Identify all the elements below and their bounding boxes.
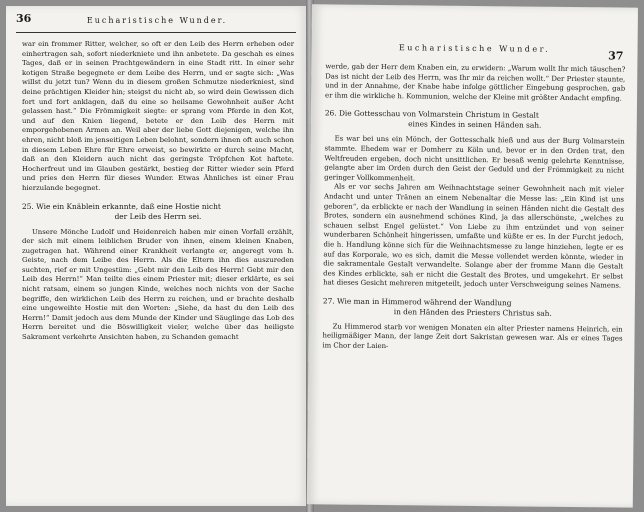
running-head: Eucharistische Wunder.	[398, 43, 551, 54]
section-title-line2: in den Händen des Priesters Christus sah.	[393, 307, 552, 318]
section-title-line1: Die Gottesschau von Volmarstein Christum in Gestalt	[338, 108, 539, 121]
left-page	[6, 6, 308, 506]
section-number: 26.	[324, 108, 337, 118]
running-head: Eucharistische Wunder.	[86, 16, 228, 25]
page-number: 36	[16, 12, 32, 25]
page-body	[22, 40, 294, 500]
section-number: 25.	[22, 201, 34, 211]
paragraph: Unsere Mönche Ludolf und Heidenreich haben mir einen Vorfall erzählt, der sich mit einem leiblichen Bruder von ihnen, einem kleinen Knaben, zugetragen hat. Während einer Krankheit verlangte er, angeregt vom h. Geiste, nach dem Leibe des Herrn. Als die Eltern ihn dies auszureden suchten, rief er mit Ungestüm: „Gebt mir den Leib des Herrn! Gebt mir den Leib des Herrn!“ Man teilte dies einem Priester mit; dieser erklärte, es sei nicht ratsam, einem so jungen Kinde, welches noch nichts von der Sache begriffe, den wirklichen Leib des Herrn zu reichen, und er brachte deshalb eine ungeweihte Hostie mit den Worten: „Siehe, da hast du den Leib des Herrn!“ Damit jedoch aus dem Munde der Kinder und Säuglinge das Lob des Herrn bereitet und die Böswilligkeit vieler, welche über das heiligste Sakrament verkehrte Ansichten haben, zu Schanden gemacht	[22, 227, 294, 342]
page-number: 37	[608, 49, 624, 63]
section-title-line1: Wie ein Knäblein erkannte, daß eine Hostie nicht	[36, 201, 221, 211]
section-number: 27.	[322, 296, 335, 306]
section-title-line1: Wie man in Himmerod während der Wandlung	[336, 296, 512, 308]
header-rule	[16, 32, 296, 33]
section-heading	[323, 296, 623, 319]
paragraph: Es war bei uns ein Mönch, der Gottesschalk hieß und aus der Burg Volmarstein stammte. Ehedem war er Domherr zu Köln und, bevor er in den Orden trat, den Weltfreuden ergeben, doch nicht unsittlichen. Er besaß wenig gelehrte Kenntnisse, gelangte aber im Orden durch den Geist der Geduld und der Frömmigkeit zu nicht geringer Vollkommenheit.	[324, 134, 625, 183]
paragraph: Zu Himmerod starb vor wenigen Monaten ein alter Priester namens Heinrich, ein heiligmäßiger Mann, der lange Zeit dort Sakristan gewesen war. Als er eines Tages im Chor der Laien-	[322, 322, 623, 351]
section-heading	[325, 109, 625, 132]
section-heading	[22, 202, 294, 222]
paragraph: werde, gab der Herr dem Knaben ein, zu erwidern: „Warum wollt Ihr mich täuschen? Das ist nicht der Leib des Herrn, was Ihr mir da reichen wollt.“ Der Priester staunte, und in der Annahme, der Knabe habe infolge göttlicher Eingebung gesprochen, gab er ihm die wirkliche h. Kommunion, welche der Kleine mit größter Andacht empfing.	[325, 62, 626, 103]
right-page	[307, 4, 638, 507]
page-body	[321, 62, 626, 501]
paragraph: war ein frommer Ritter, welcher, so oft er den Leib des Herrn erheben oder einhertragen sah, sofort niederkniete und ihn anbetete. Da geschah es eines Tages, daß er in seinen Prachtgewändern in eine Stadt ritt. In einer sehr kotigen Straße begegnete er dem Leibe des Herrn, und er sagte sich: „Was willst du jetzt tun? Wenn du in diesem großen Schmutze niederkniest, sind deine prächtigen Kleider hin; steigst du nicht ab, so wird dein Gewissen dich fort und fort anklagen, daß du eine so heilsame Gewohnheit außer Acht gelassen hast.“ Die Frömmigkeit siegte: er sprang vom Pferde in den Kot, und auf den Knien liegend, betete er den Leib des Herrn mit emporgehobenen Armen an. Weil aber der liebe Gott diejenigen, welche ihn ehren, nicht bloß im jenseitigen Leben belohnt, sondern ihnen oft auch schon in diesem Leben Ehre für Ehre erweist, so bewirkte er durch seine Macht, daß an den Kleidern auch nicht das geringste Tröpfchen Kot haftete. Hocherfreut und im Glauben gestärkt, bestieg der Ritter wieder sein Pferd und pries den Herrn für dieses Wunder. Etwas Ähnliches ist einer Frau hierzulande begegnet.	[22, 40, 294, 192]
section-title-line2: der Leib des Herrn sei.	[114, 211, 202, 221]
section-title-line2: eines Kindes in seinen Händen sah.	[408, 119, 542, 131]
paragraph: Als er vor sechs Jahren am Weihnachtstage seiner Gewohnheit nach mit vieler Andacht und unter Tränen an einem Nebenaltar die Messe las: „Ein Kind ist uns geboren“, da erblickte er nach der Wandlung in seinen Händen nicht die Gestalt des Brotes, sondern ein ausnehmend schönes Kind, ja das allerschönste, „welches zu schauen selbst Engel gelüstet.“ Von Liebe zu ihm entzündet und von seiner wunderbaren Schönheit hingerissen, umfaßte und küßte er es. In der Furcht jedoch, die h. Handlung könne sich für die Weihnachtsmesse zu lange hinziehen, legte er es auf das Korporale, wo es sich, damit die Messe vollendet werden könnte, wieder in die sakramentale Gestalt verwandelte. Solange aber der fromme Mann die Gestalt des Kindes erblickte, sah er nicht die Gestalt des Brotes, und umgekehrt. Er selbst hat dieses Gesicht mehreren mitgeteilt, jedoch unter Verschweigung seines Namens.	[323, 182, 625, 290]
